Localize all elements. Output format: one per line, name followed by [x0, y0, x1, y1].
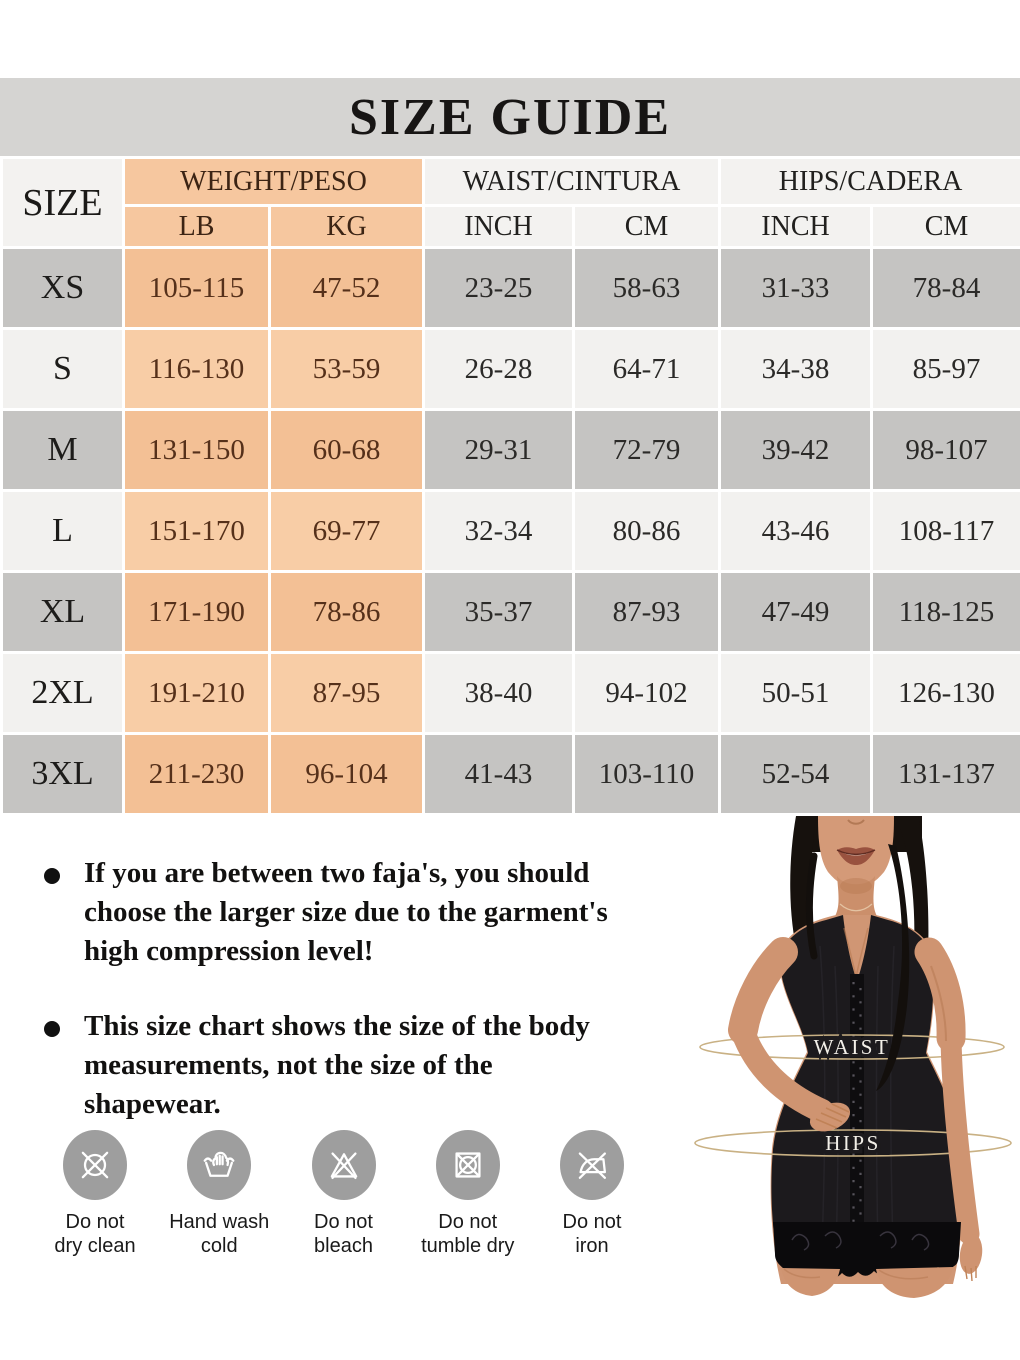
- table-cell: 80-86: [574, 491, 720, 572]
- figure-front-closure: [850, 974, 864, 1264]
- table-cell: 108-117: [872, 491, 1020, 572]
- table-cell: 87-95: [270, 653, 424, 734]
- care-item-hand-wash: [157, 1130, 281, 1258]
- table-cell: 31-33: [720, 248, 872, 329]
- table-cell: 47-52: [270, 248, 424, 329]
- hand-wash-cold-icon: [187, 1130, 251, 1200]
- table-cell: 58-63: [574, 248, 720, 329]
- waist-label: WAIST: [813, 1035, 891, 1059]
- hips-cm-header: CM: [872, 206, 1020, 248]
- do-not-bleach-icon: [312, 1130, 376, 1200]
- note-line: choose the larger size due to the garment's: [84, 896, 608, 928]
- table-row-2xl: [2, 653, 1020, 734]
- do-not-dry-clean-icon: [63, 1130, 127, 1200]
- weight-group-header: WEIGHT/PESO: [124, 158, 424, 206]
- size-cell: 2XL: [2, 653, 124, 734]
- care-label-line: Do not: [65, 1211, 125, 1233]
- product-photo: [680, 816, 1020, 1301]
- table-cell: 72-79: [574, 410, 720, 491]
- care-item-dry-clean: [33, 1130, 157, 1258]
- lb-header: LB: [124, 206, 270, 248]
- table-cell: 103-110: [574, 734, 720, 815]
- do-not-iron-icon: [560, 1130, 624, 1200]
- note-line: high compression level!: [84, 935, 374, 967]
- table-cell: 105-115: [124, 248, 270, 329]
- table-cell: 96-104: [270, 734, 424, 815]
- table-cell: 94-102: [574, 653, 720, 734]
- table-cell: 211-230: [124, 734, 270, 815]
- table-cell: 85-97: [872, 329, 1020, 410]
- note-sizing-between: [44, 854, 724, 971]
- care-item-tumble-dry: [406, 1130, 530, 1258]
- table-cell: 64-71: [574, 329, 720, 410]
- table-cell: 78-84: [872, 248, 1020, 329]
- size-cell: 3XL: [2, 734, 124, 815]
- hips-group-header: HIPS/CADERA: [720, 158, 1020, 206]
- hips-inch-header: INCH: [720, 206, 872, 248]
- hips-label: HIPS: [825, 1131, 881, 1155]
- care-label-line: bleach: [314, 1235, 373, 1257]
- care-item-bleach: [282, 1130, 406, 1258]
- care-instructions: [33, 1130, 654, 1258]
- size-cell: L: [2, 491, 124, 572]
- care-label-line: tumble dry: [421, 1235, 515, 1257]
- table-cell: 50-51: [720, 653, 872, 734]
- table-cell: 78-86: [270, 572, 424, 653]
- table-row-xl: [2, 572, 1020, 653]
- table-header-row: [2, 158, 1020, 206]
- table-cell: 171-190: [124, 572, 270, 653]
- table-cell: 34-38: [720, 329, 872, 410]
- table-row-s: [2, 329, 1020, 410]
- note-line: measurements, not the size of the: [84, 1049, 493, 1081]
- title-band: [0, 78, 1020, 156]
- table-cell: 43-46: [720, 491, 872, 572]
- table-row-xs: [2, 248, 1020, 329]
- notes-section: [44, 854, 724, 1160]
- care-item-iron: [530, 1130, 654, 1258]
- table-cell: 87-93: [574, 572, 720, 653]
- table-cell: 23-25: [424, 248, 574, 329]
- table-cell: 38-40: [424, 653, 574, 734]
- table-cell: 151-170: [124, 491, 270, 572]
- table-cell: 131-150: [124, 410, 270, 491]
- note-body-measurements: [44, 1007, 724, 1124]
- table-cell: 131-137: [872, 734, 1020, 815]
- note-line: This size chart shows the size of the body: [84, 1010, 590, 1042]
- care-label-line: Hand wash: [169, 1211, 270, 1233]
- table-cell: 116-130: [124, 329, 270, 410]
- size-cell: XS: [2, 248, 124, 329]
- note-line: shapewear.: [84, 1088, 221, 1120]
- top-margin: [0, 0, 1020, 78]
- waist-group-header: WAIST/CINTURA: [424, 158, 720, 206]
- table-cell: 35-37: [424, 572, 574, 653]
- note-line: If you are between two faja's, you should: [84, 857, 590, 889]
- table-cell: 69-77: [270, 491, 424, 572]
- care-label-line: Do not: [438, 1211, 498, 1233]
- table-cell: 26-28: [424, 329, 574, 410]
- table-cell: 191-210: [124, 653, 270, 734]
- care-label-line: iron: [575, 1235, 609, 1257]
- table-row-m: [2, 410, 1020, 491]
- table-cell: 60-68: [270, 410, 424, 491]
- table-cell: 32-34: [424, 491, 574, 572]
- table-cell: 126-130: [872, 653, 1020, 734]
- do-not-tumble-dry-icon: [436, 1130, 500, 1200]
- size-cell: M: [2, 410, 124, 491]
- care-label-line: dry clean: [54, 1235, 136, 1257]
- waist-inch-header: INCH: [424, 206, 574, 248]
- table-cell: 98-107: [872, 410, 1020, 491]
- page-title: SIZE GUIDE: [349, 88, 671, 146]
- kg-header: KG: [270, 206, 424, 248]
- table-cell: 53-59: [270, 329, 424, 410]
- care-label-line: Do not: [314, 1211, 373, 1233]
- table-cell: 47-49: [720, 572, 872, 653]
- table-cell: 52-54: [720, 734, 872, 815]
- bullet-icon: [44, 1021, 60, 1037]
- size-cell: XL: [2, 572, 124, 653]
- table-row-3xl: [2, 734, 1020, 815]
- size-table: [0, 156, 1020, 816]
- table-row-l: [2, 491, 1020, 572]
- waist-cm-header: CM: [574, 206, 720, 248]
- care-label-line: Do not: [562, 1211, 622, 1233]
- table-subheader-row: [2, 206, 1020, 248]
- table-cell: 39-42: [720, 410, 872, 491]
- table-cell: 41-43: [424, 734, 574, 815]
- size-cell: S: [2, 329, 124, 410]
- table-cell: 29-31: [424, 410, 574, 491]
- care-label-line: cold: [200, 1235, 238, 1257]
- size-column-header: SIZE: [2, 158, 124, 248]
- table-cell: 118-125: [872, 572, 1020, 653]
- bullet-icon: [44, 868, 60, 884]
